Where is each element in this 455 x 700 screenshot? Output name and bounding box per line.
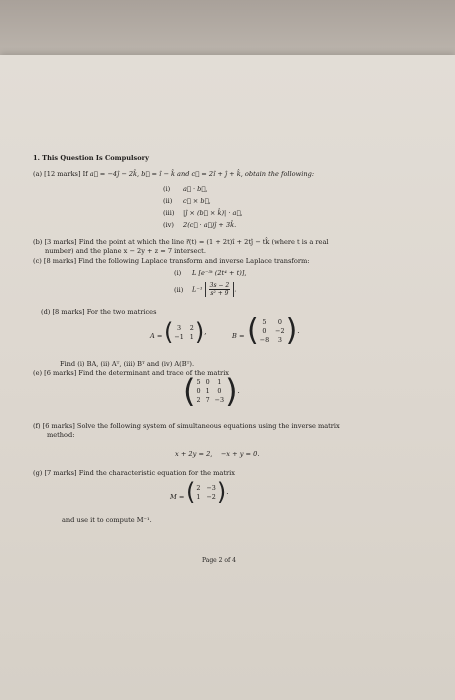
question-a-item-2: (ii) c⃗ × b⃗,: [163, 197, 211, 205]
background-surface: [0, 0, 455, 60]
question-c-item-2: (ii) L⁻¹ $\frac{3s - 2}{\text{s² + 9}}$ .: [174, 282, 237, 297]
question-a-item-3: (iii) |ĵ × (b⃗ × k̂)| · a⃗,: [163, 209, 243, 217]
question-g-prompt: (g) [7 marks] Find the characteristic equation for the matrix: [33, 469, 235, 477]
question-f-line-2: method:: [47, 431, 75, 439]
matrix-b: ( 5 0 0 −2 −8 3 ) .: [247, 313, 300, 348]
question-a-prompt: [33, 170, 314, 178]
matrix-a: ( 3 2 −1 1 ) ,: [164, 318, 207, 346]
question-g-after: and use it to compute M⁻¹.: [62, 516, 152, 524]
page-number: Page 2 of 4: [202, 557, 236, 564]
question-e-prompt: (e) [6 marks] Find the determinant and trace of the matrix: [33, 369, 230, 377]
question-f-line-1: (f) [6 marks] Solve the following system of simultaneous equations using the inverse matrix: [33, 422, 340, 430]
matrix-a-label: A =: [150, 332, 163, 340]
matrix-m: ( 2 −3 1 −2 ) .: [186, 478, 229, 506]
question-b-line-2: number) and the plane x − 2y + z = 7 intersect.: [45, 247, 206, 255]
question-c-prompt: (c) [8 marks] Find the following Laplace transform and inverse Laplace transform:: [33, 257, 310, 265]
question-f-equations: x + 2y = 2, −x + y = 0.: [175, 450, 260, 458]
matrix-b-label: B =: [232, 332, 245, 340]
question-a-lead: (a) [12 marks] If: [33, 170, 88, 178]
matrix-e: ( 5 0 1 0 1 0 2 7 −3 ) .: [183, 372, 240, 410]
question-b-line-1: (b) [3 marks] Find the point at which the line r⃗(t) = (1 + 2t)î + 2tĵ − tk̂ (where t is a real: [33, 238, 329, 246]
question-a-vectors: a⃗ = −4ĵ − 2k̂, b⃗ = î − k̂ and c⃗ = 2î + ĵ + k̂, obtain the following:: [89, 170, 315, 178]
question-heading: 1. This Question Is Compulsory: [33, 154, 149, 162]
question-c-item-1: (i) L [e⁻³ᵗ (2t⁴ + t)],: [174, 269, 247, 277]
question-a-item-1: (i) a⃗ · b⃗,: [163, 185, 208, 193]
question-d-find: Find (i) BA, (ii) Aᵀ, (iii) Bᵀ and (iv) A(Bᵀ).: [60, 360, 195, 368]
question-a-item-4: (iv) 2(c⃗ · a⃗)ĵ + 3k̂.: [163, 221, 237, 229]
question-d-prompt: (d) [8 marks] For the two matrices: [41, 308, 157, 316]
matrix-m-label: M =: [170, 493, 185, 501]
